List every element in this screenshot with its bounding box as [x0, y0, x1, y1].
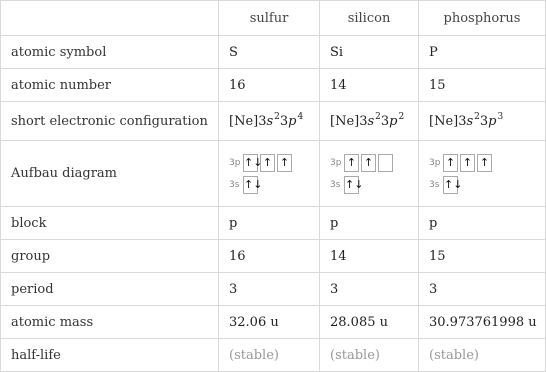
table-cell: (stable) — [419, 339, 546, 372]
table-cell: p — [219, 207, 320, 240]
orbital-label: 3s — [229, 179, 240, 190]
orbital-3p — [429, 152, 535, 174]
table-cell: S — [219, 36, 320, 69]
config-core: [Ne]3 — [330, 113, 368, 129]
orbital-label: 3p — [429, 157, 441, 168]
row-label: atomic mass — [1, 306, 219, 339]
table-cell: 14 — [320, 69, 419, 102]
config-p: p — [488, 113, 497, 129]
orbital-label: 3p — [229, 157, 241, 168]
orbital-box — [378, 154, 393, 172]
orbital-box: ↑↓ — [344, 176, 359, 194]
table-row — [1, 69, 546, 102]
row-label: block — [1, 207, 219, 240]
header-row — [1, 1, 546, 36]
table-row — [1, 240, 546, 273]
config-s-exponent: 2 — [474, 111, 480, 122]
config-core: [Ne]3 — [229, 113, 267, 129]
orbital-box: ↑↓ — [243, 154, 258, 172]
config-s-exponent: 2 — [274, 111, 280, 122]
orbital-label: 3s — [429, 179, 440, 190]
config-s: s — [466, 113, 474, 129]
orbital-box: ↑ — [260, 154, 275, 172]
config-p: p — [389, 113, 398, 129]
table-cell: 16 — [219, 69, 320, 102]
table-cell: P — [419, 36, 546, 69]
table-row — [1, 207, 546, 240]
row-label: atomic number — [1, 69, 219, 102]
electron-config-cell — [219, 102, 320, 141]
orbital-label: 3s — [330, 179, 341, 190]
config-s: s — [367, 113, 375, 129]
table-cell: 14 — [320, 240, 419, 273]
table-row — [1, 306, 546, 339]
table-row — [1, 273, 546, 306]
orbital-box: ↑ — [277, 154, 292, 172]
header-empty-cell — [1, 1, 219, 36]
row-label: period — [1, 273, 219, 306]
orbital-3s — [229, 174, 309, 196]
header-sulfur: sulfur — [219, 1, 320, 36]
row-label: atomic symbol — [1, 36, 219, 69]
row-label: half-life — [1, 339, 219, 372]
table-cell: 28.085 u — [320, 306, 419, 339]
table-cell: 16 — [219, 240, 320, 273]
row-label: short electronic configuration — [1, 102, 219, 141]
config-core: [Ne]3 — [429, 113, 467, 129]
table-row — [1, 102, 546, 141]
orbital-3s — [429, 174, 535, 196]
orbital-box: ↑↓ — [243, 176, 258, 194]
config-p-prefix: 3 — [279, 113, 289, 129]
orbital-box: ↑ — [477, 154, 492, 172]
table-cell: 3 — [320, 273, 419, 306]
row-label: group — [1, 240, 219, 273]
header-silicon: silicon — [320, 1, 419, 36]
orbital-box: ↑ — [460, 154, 475, 172]
config-p-exponent: 3 — [497, 111, 504, 122]
electron-config-cell — [419, 102, 546, 141]
orbital-box: ↑ — [344, 154, 359, 172]
aufbau-diagram-sulfur — [219, 141, 320, 207]
orbital-box: ↑↓ — [443, 176, 458, 194]
config-p-exponent: 4 — [297, 111, 304, 122]
table-cell: p — [419, 207, 546, 240]
table-cell: 15 — [419, 240, 546, 273]
table-cell: (stable) — [219, 339, 320, 372]
config-p-prefix: 3 — [479, 113, 489, 129]
orbital-box: ↑ — [443, 154, 458, 172]
config-p: p — [288, 113, 297, 129]
config-s: s — [266, 113, 274, 129]
orbital-3p — [229, 152, 309, 174]
config-s-exponent: 2 — [375, 111, 381, 122]
orbital-3p — [330, 152, 408, 174]
header-phosphorus: phosphorus — [419, 1, 546, 36]
table-cell: 3 — [419, 273, 546, 306]
table-cell: 32.06 u — [219, 306, 320, 339]
table-cell: 3 — [219, 273, 320, 306]
orbital-box: ↑ — [361, 154, 376, 172]
electron-config-cell — [320, 102, 419, 141]
table-row — [1, 36, 546, 69]
aufbau-row — [1, 141, 546, 207]
orbital-label: 3p — [330, 157, 342, 168]
aufbau-diagram-silicon — [320, 141, 419, 207]
row-label: Aufbau diagram — [1, 141, 219, 207]
table-cell: 15 — [419, 69, 546, 102]
orbital-3s — [330, 174, 408, 196]
aufbau-diagram-phosphorus — [419, 141, 546, 207]
table-cell: p — [320, 207, 419, 240]
table-cell: Si — [320, 36, 419, 69]
table-cell: (stable) — [320, 339, 419, 372]
table-cell: 30.973761998 u — [419, 306, 546, 339]
table-row — [1, 339, 546, 372]
config-p-exponent: 2 — [398, 111, 405, 122]
config-p-prefix: 3 — [380, 113, 390, 129]
